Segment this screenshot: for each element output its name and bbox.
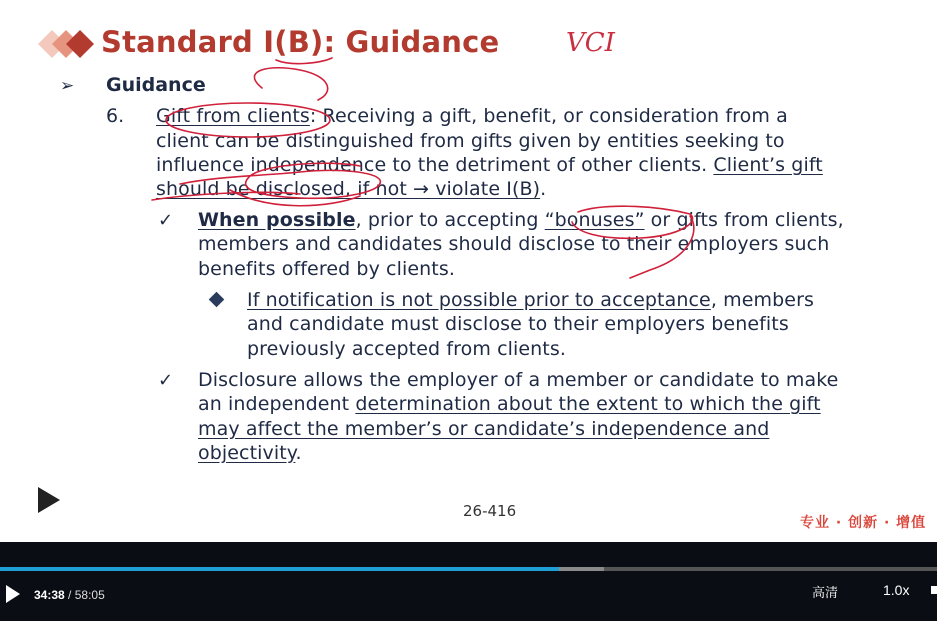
check-line: may affect the member’s or candidate’s independence and — [198, 418, 770, 440]
played-bar — [0, 567, 559, 571]
handwritten-note: VCI — [566, 28, 615, 58]
quality-button[interactable]: 高清 — [812, 586, 839, 601]
fullscreen-icon[interactable] — [931, 586, 937, 594]
check-line: Disclosure allows the employer of a member or candidate to make — [198, 369, 839, 391]
item-line: Gift from clients: Receiving a gift, benefit, or consideration from a — [156, 105, 788, 127]
item-line: influence independence to the detriment of other clients. Client’s gift — [156, 154, 823, 176]
item-line: client can be distinguished from gifts given by entities seeking to — [156, 130, 785, 152]
brand-slogan: 专业 · 创新 · 增值 — [800, 515, 927, 531]
slide-play-icon[interactable] — [38, 487, 60, 513]
time-display — [34, 588, 105, 602]
buffered-bar — [559, 567, 604, 571]
checkmark-icon: ✓ — [158, 370, 174, 391]
check-line: an independent determination about the extent to which the gift — [198, 393, 821, 415]
diamond-bullet-icon — [209, 292, 225, 308]
speed-button[interactable]: 1.0x — [883, 582, 910, 598]
progress-bar[interactable] — [0, 567, 937, 571]
current-time: 34:38 — [34, 588, 65, 602]
check-line: objectivity. — [198, 442, 302, 464]
time-separator: / — [64, 588, 75, 602]
diamond-line: and candidate must disclose to their employers benefits — [247, 313, 789, 335]
diamond-line: previously accepted from clients. — [247, 338, 566, 360]
play-button[interactable] — [6, 585, 20, 603]
section-subheading: Guidance — [106, 74, 206, 96]
slide-title: Standard I(B): Guidance — [101, 25, 500, 59]
check-line: members and candidates should disclose to their employers such — [198, 233, 830, 255]
diamond-logo-icon — [22, 28, 102, 60]
diamond-line: If notification is not possible prior to acceptance, members — [247, 289, 814, 311]
item-number: 6. — [106, 105, 125, 127]
duration: 58:05 — [74, 588, 105, 602]
check-line: When possible, prior to accepting “bonuses” or gifts from clients, — [198, 209, 844, 231]
check-line: benefits offered by clients. — [198, 258, 455, 280]
video-player-controls — [0, 542, 937, 621]
arrow-bullet-icon: ➢ — [60, 76, 75, 96]
item-line: should be disclosed, if not → violate I(B). — [156, 178, 547, 200]
checkmark-icon: ✓ — [158, 210, 174, 231]
page-number: 26-416 — [463, 502, 517, 520]
